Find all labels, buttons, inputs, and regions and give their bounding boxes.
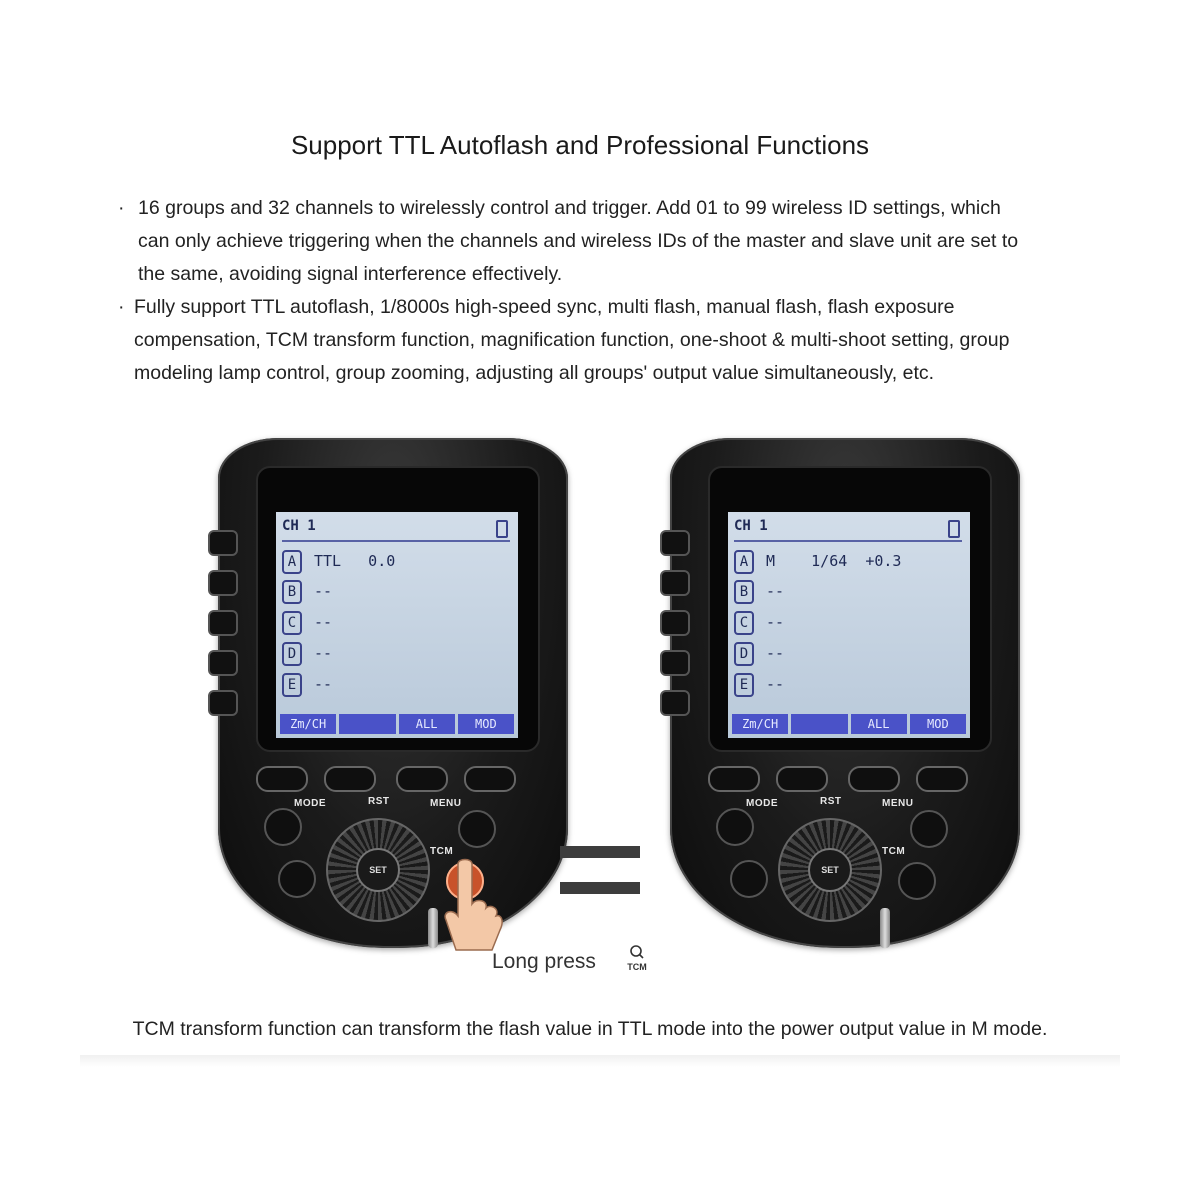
test-flash-button[interactable] [278, 860, 316, 898]
softkey-bar [732, 714, 966, 734]
rst-label: RST [368, 796, 390, 807]
magnifier-icon [629, 944, 645, 960]
group-row [282, 611, 332, 635]
group-letter: E [734, 673, 754, 697]
group-button[interactable] [208, 610, 238, 636]
feature-line: 16 groups and 32 channels to wirelessly control and trigger. Add 01 to 99 wireless ID settings, which [138, 197, 1001, 219]
group-row [734, 550, 901, 574]
feature-list [118, 192, 1098, 390]
group-button[interactable] [660, 650, 690, 676]
feature-line: modeling lamp control, group zooming, adjusting all groups' output value simultaneously, etc. [134, 362, 935, 384]
group-row [734, 642, 784, 666]
flash-trigger-manual [670, 438, 1020, 958]
test-flash-button[interactable] [730, 860, 768, 898]
softkey-bar [280, 714, 514, 734]
group-row [734, 611, 784, 635]
mode-button[interactable] [716, 808, 754, 846]
lcd-header [734, 518, 962, 542]
set-button[interactable]: SET [356, 848, 400, 892]
feature-line: can only achieve triggering when the channels and wireless IDs of the master and slave unit are set to [138, 230, 1019, 252]
group-button[interactable] [660, 570, 690, 596]
select-dial[interactable] [778, 818, 882, 922]
group-letter: D [282, 642, 302, 666]
function-button-3[interactable] [848, 766, 900, 792]
group-letter: C [282, 611, 302, 635]
menu-button[interactable] [910, 810, 948, 848]
feature-line: the same, avoiding signal interference effectively. [138, 263, 563, 285]
rst-label: RST [820, 796, 842, 807]
function-button-4[interactable] [464, 766, 516, 792]
hotshoe-foot [428, 908, 438, 948]
battery-icon [948, 520, 960, 538]
function-button-1[interactable] [256, 766, 308, 792]
group-row [282, 550, 395, 574]
group-row [734, 580, 784, 604]
caption: TCM transform function can transform the flash value in TTL mode into the power output value in M mode. [132, 1018, 1048, 1040]
group-row [282, 642, 332, 666]
group-letter: A [734, 550, 754, 574]
function-button-2[interactable] [776, 766, 828, 792]
softkey-blank [791, 714, 847, 734]
group-value: -- [766, 613, 785, 631]
group-button[interactable] [208, 690, 238, 716]
mode-label: MODE [746, 798, 778, 809]
tcm-zoom-icon [620, 944, 654, 978]
screen-frame [256, 466, 540, 752]
group-value: -- [314, 644, 333, 662]
group-value: -- [314, 613, 333, 631]
softkey-zm-ch: Zm/CH [280, 714, 336, 734]
feature-item [118, 291, 1098, 390]
group-button[interactable] [660, 690, 690, 716]
group-value: -- [314, 582, 333, 600]
screen-frame [708, 466, 992, 752]
lcd-screen [728, 512, 970, 738]
group-letter: A [282, 550, 302, 574]
softkey-blank [339, 714, 395, 734]
group-row [282, 580, 332, 604]
lcd-screen [276, 512, 518, 738]
group-letter: B [282, 580, 302, 604]
page-title: Support TTL Autoflash and Professional Functions [290, 130, 870, 160]
group-button[interactable] [208, 570, 238, 596]
group-letter: C [734, 611, 754, 635]
long-press-label: Long press [492, 950, 596, 973]
lcd-header [282, 518, 510, 542]
mode-button[interactable] [264, 808, 302, 846]
tcm-label: TCM [430, 846, 454, 857]
group-value: -- [314, 675, 333, 693]
group-letter: E [282, 673, 302, 697]
set-button[interactable]: SET [808, 848, 852, 892]
group-button[interactable] [208, 650, 238, 676]
bullet-marker: · [118, 197, 125, 219]
group-button[interactable] [660, 610, 690, 636]
softkey-mod: MOD [458, 714, 514, 734]
menu-label: MENU [430, 798, 462, 809]
softkey-zm-ch: Zm/CH [732, 714, 788, 734]
function-button-4[interactable] [916, 766, 968, 792]
function-button-3[interactable] [396, 766, 448, 792]
menu-button[interactable] [458, 810, 496, 848]
tcm-icon-label: TCM [627, 962, 647, 972]
flash-trigger-ttl [218, 438, 568, 958]
hotshoe-foot [880, 908, 890, 948]
softkey-mod: MOD [910, 714, 966, 734]
finger-press-icon [440, 858, 504, 954]
mode-label: MODE [294, 798, 326, 809]
channel-label: CH 1 [734, 518, 768, 534]
group-button[interactable] [208, 530, 238, 556]
caption-shadow [80, 1055, 1120, 1067]
group-button[interactable] [660, 530, 690, 556]
equals-bar-bottom [560, 882, 640, 894]
softkey-all: ALL [399, 714, 455, 734]
group-value: -- [766, 675, 785, 693]
group-row [282, 673, 332, 697]
function-button-2[interactable] [324, 766, 376, 792]
feature-item [118, 192, 1098, 291]
group-value: M 1/64 +0.3 [766, 552, 902, 570]
select-dial[interactable] [326, 818, 430, 922]
equals-bar-top [560, 846, 640, 858]
group-value: -- [766, 582, 785, 600]
softkey-all: ALL [851, 714, 907, 734]
function-button-1[interactable] [708, 766, 760, 792]
group-letter: B [734, 580, 754, 604]
channel-label: CH 1 [282, 518, 316, 534]
group-letter: D [734, 642, 754, 666]
feature-line: compensation, TCM transform function, magnification function, one-shoot & multi-shoot setting, group [134, 329, 1010, 351]
group-value: -- [766, 644, 785, 662]
group-value: TTL 0.0 [314, 552, 396, 570]
bullet-marker: · [118, 296, 125, 318]
battery-icon [496, 520, 508, 538]
tcm-button[interactable] [898, 862, 936, 900]
feature-line: Fully support TTL autoflash, 1/8000s high-speed sync, multi flash, manual flash, flash exposure [134, 296, 955, 318]
group-row [734, 673, 784, 697]
tcm-label: TCM [882, 846, 906, 857]
menu-label: MENU [882, 798, 914, 809]
